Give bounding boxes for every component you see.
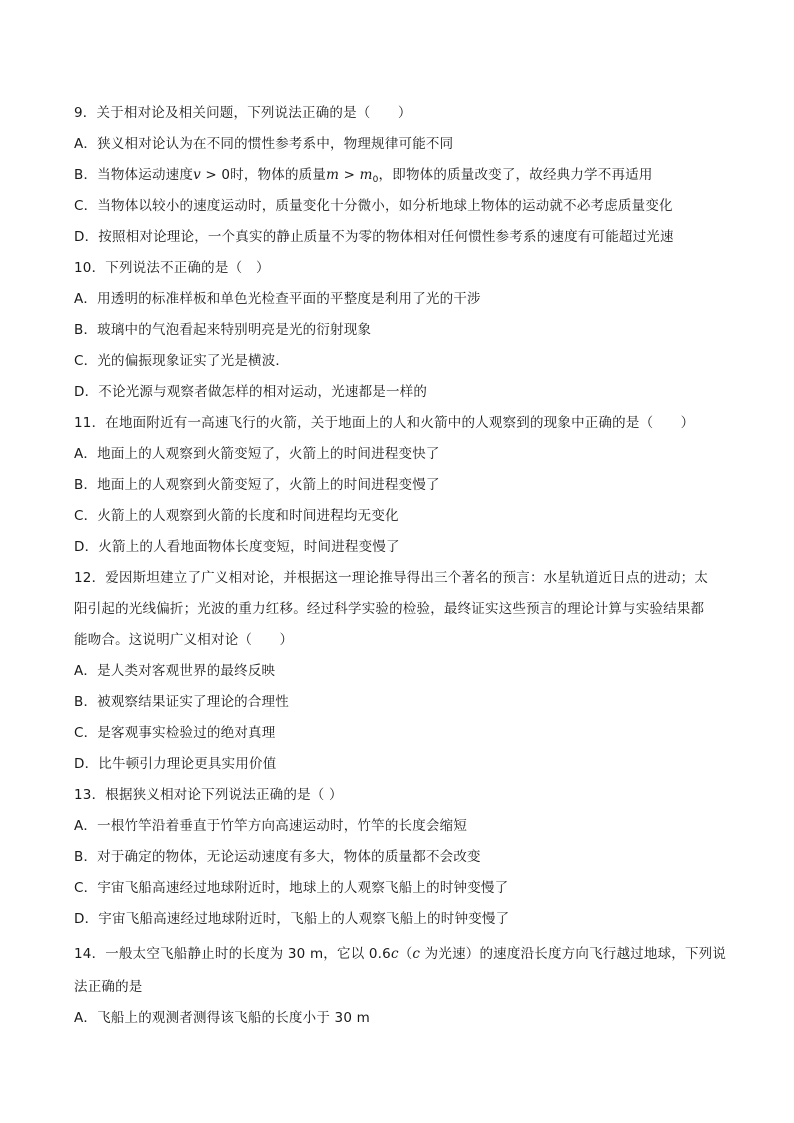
rest-mass-symbol: m bbox=[359, 167, 373, 183]
question-12-stem-line-1: 12．爱因斯坦建立了广义相对论，并根据这一理论推导得出三个著名的预言：水星轨道近日点的进动；太 bbox=[74, 570, 709, 586]
question-9-option-a: A．狭义相对论认为在不同的惯性参考系中，物理规律可能不同 bbox=[74, 136, 454, 152]
question-12-option-b: B．被观察结果证实了理论的合理性 bbox=[74, 694, 289, 710]
question-13-option-d: D．宇宙飞船高速经过地球附近时，飞船上的人观察飞船上的时钟变慢了 bbox=[74, 911, 510, 927]
greater-than-symbol: > bbox=[339, 167, 360, 183]
stem-text: 为光速）的速度沿长度方向飞行越过地球，下列说 bbox=[420, 946, 727, 962]
question-14-stem-line-2: 法正确的是 bbox=[74, 979, 143, 995]
stem-text: 14．一般太空飞船静止时的长度为 30 m，它以 0.6 bbox=[74, 946, 391, 962]
question-11-option-c: C．火箭上的人观察到火箭的长度和时间进程均无变化 bbox=[74, 508, 399, 524]
question-9-option-c: C．当物体以较小的速度运动时，质量变化十分微小，如分析地球上物体的运动就不必考虑质量变化 bbox=[74, 198, 673, 214]
question-12-option-c: C．是客观事实检验过的绝对真理 bbox=[74, 725, 276, 741]
question-10-option-a: A．用透明的标准样板和单色光检查平面的平整度是利用了光的干涉 bbox=[74, 291, 481, 307]
question-9-option-b bbox=[74, 166, 724, 189]
question-13-option-c: C．宇宙飞船高速经过地球附近时，地球上的人观察飞船上的时钟变慢了 bbox=[74, 880, 509, 896]
question-11-option-d: D．火箭上的人看地面物体长度变短，时间进程变慢了 bbox=[74, 539, 400, 555]
question-11-option-b: B．地面上的人观察到火箭变短了，火箭上的时间进程变慢了 bbox=[74, 477, 440, 493]
question-12-stem-line-2: 阳引起的光线偏折；光波的重力红移。经过科学实验的检验，最终证实这些预言的理论计算与实验结果都 bbox=[74, 601, 705, 617]
question-13-option-b: B．对于确定的物体，无论运动速度有多大，物体的质量都不会改变 bbox=[74, 849, 481, 865]
rest-mass-subscript: 0 bbox=[372, 175, 379, 185]
light-speed-symbol: c bbox=[390, 946, 399, 962]
option-b-text: > 0时，物体的质量 bbox=[200, 167, 327, 183]
question-14-option-a: A．飞船上的观测者测得该飞船的长度小于 30 m bbox=[74, 1010, 370, 1026]
question-10-option-c: C．光的偏振现象证实了光是横波． bbox=[74, 353, 290, 369]
question-10-stem: 10．下列说法不正确的是（ ） bbox=[74, 260, 270, 276]
question-11-option-a: A．地面上的人观察到火箭变短了，火箭上的时间进程变快了 bbox=[74, 446, 440, 462]
option-b-text: B．当物体运动速度 bbox=[74, 167, 194, 183]
question-12-stem-line-3: 能吻合。这说明广义相对论（ ） bbox=[74, 632, 294, 648]
question-10-option-b: B．玻璃中的气泡看起来特别明亮是光的衍射现象 bbox=[74, 322, 372, 338]
question-13-stem: 13．根据狭义相对论下列说法正确的是（ ） bbox=[74, 787, 343, 803]
question-12-option-a: A．是人类对客观世界的最终反映 bbox=[74, 663, 276, 679]
question-9-stem: 9．关于相对论及相关问题，下列说法正确的是（ ） bbox=[74, 105, 412, 121]
question-10-option-d: D．不论光源与观察者做怎样的相对运动，光速都是一样的 bbox=[74, 384, 428, 400]
question-14-stem-line-1 bbox=[74, 945, 727, 963]
option-b-text: ，即物体的质量改变了，故经典力学不再适用 bbox=[378, 167, 653, 183]
mass-symbol: m bbox=[326, 167, 340, 183]
stem-text: （ bbox=[398, 946, 413, 962]
velocity-symbol: v bbox=[193, 167, 201, 183]
question-9-option-d: D．按照相对论理论，一个真实的静止质量不为零的物体相对任何惯性参考系的速度有可能超过光速 bbox=[74, 229, 674, 245]
question-13-option-a: A．一根竹竿沿着垂直于竹竿方向高速运动时，竹竿的长度会缩短 bbox=[74, 818, 468, 834]
question-11-stem: 11．在地面附近有一高速飞行的火箭，关于地面上的人和火箭中的人观察到的现象中正确的是（ ） bbox=[74, 415, 695, 431]
question-12-option-d: D．比牛顿引力理论更具实用价值 bbox=[74, 756, 277, 772]
light-speed-symbol: c bbox=[412, 946, 421, 962]
